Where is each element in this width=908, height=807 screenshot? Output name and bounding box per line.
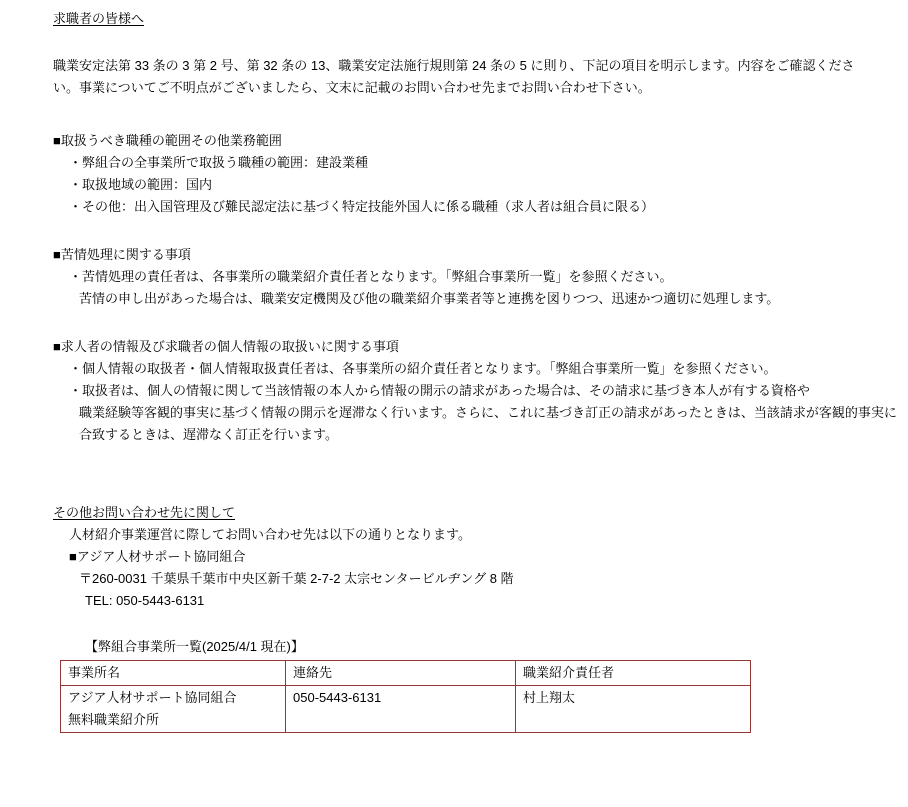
contact-phone: TEL: 050-5443-6131 bbox=[85, 593, 205, 608]
header-office-name: 事業所名 bbox=[61, 661, 286, 686]
office-name-line2: 無料職業紹介所 bbox=[68, 712, 160, 727]
page-title: 求職者の皆様へ bbox=[53, 11, 145, 26]
continuation-line: 職業経験等客観的事実に基づく情報の開示を遅滞なく行います。さらに、これに基づき訂正の請求があったときは、当該請求が客観的事実に bbox=[79, 405, 897, 420]
header-manager: 職業紹介責任者 bbox=[516, 661, 751, 686]
header-contact: 連絡先 bbox=[286, 661, 516, 686]
intro-paragraph: 職業安定法第 33 条の 3 第 2 号、第 32 条の 13、職業安定法施行規則第 24 条の 5 に則り、下記の項目を明示します。内容をご確認ください。事業についてご不明点がございましたら、文末に記載のお問い合わせ先までお問い合わせ下さい。 bbox=[53, 58, 855, 95]
contact-heading: その他お問い合わせ先に関して bbox=[53, 505, 236, 520]
cell-contact: 050-5443-6131 bbox=[286, 686, 516, 733]
section-heading: ■取扱うべき職種の範囲その他業務範囲 bbox=[53, 133, 282, 148]
office-name-line1: アジア人材サポート協同組合 bbox=[68, 690, 237, 705]
office-list-block bbox=[53, 636, 858, 733]
section-personal-info bbox=[53, 336, 897, 446]
contact-address: 〒260-0031 千葉県千葉市中央区新千葉 2-7-2 太宗センタービルヂング 8 階 bbox=[79, 571, 514, 586]
continuation-line: 合致するときは、遅滞なく訂正を行います。 bbox=[79, 427, 338, 442]
bullet-line: ・苦情処理の責任者は、各事業所の職業紹介責任者となります。「弊組合事業所一覧」を参照ください。 bbox=[69, 269, 673, 284]
contact-lead: 人材紹介事業運営に際してお問い合わせ先は以下の通りとなります。 bbox=[69, 527, 471, 542]
bullet-line: ・その他：出入国管理及び難民認定法に基づく特定技能外国人に係る職種（求人者は組合員に限る） bbox=[69, 199, 655, 214]
cell-manager: 村上翔太 bbox=[516, 686, 751, 733]
contact-org-name: ■アジア人材サポート協同組合 bbox=[69, 549, 246, 564]
table-header-row bbox=[61, 661, 751, 686]
section-complaints bbox=[53, 244, 858, 310]
section-job-scope bbox=[53, 130, 858, 218]
bullet-line: ・取扱地域の範囲：国内 bbox=[69, 177, 213, 192]
office-table bbox=[60, 660, 751, 733]
cell-office-name bbox=[61, 686, 286, 733]
table-row bbox=[61, 686, 751, 733]
bullet-line: ・個人情報の取扱者・個人情報取扱責任者は、各事業所の紹介責任者となります。「弊組合事業所一覧」を参照ください。 bbox=[69, 361, 777, 376]
bullet-line: ・取扱者は、個人の情報に関して当該情報の本人から情報の開示の請求があった場合は、その請求に基づき本人が有する資格や bbox=[69, 383, 810, 398]
section-heading: ■苦情処理に関する事項 bbox=[53, 247, 191, 262]
section-heading: ■求人者の情報及び求職者の個人情報の取扱いに関する事項 bbox=[53, 339, 399, 354]
table-caption: 【弊組合事業所一覧(2025/4/1 現在)】 bbox=[85, 639, 304, 654]
section-contact bbox=[53, 502, 858, 612]
bullet-line: ・弊組合の全事業所で取扱う職種の範囲：建設業種 bbox=[69, 155, 369, 170]
continuation-line: 苦情の申し出があった場合は、職業安定機関及び他の職業紹介事業者等と連携を図りつつ、迅速かつ適切に処理します。 bbox=[79, 291, 780, 306]
